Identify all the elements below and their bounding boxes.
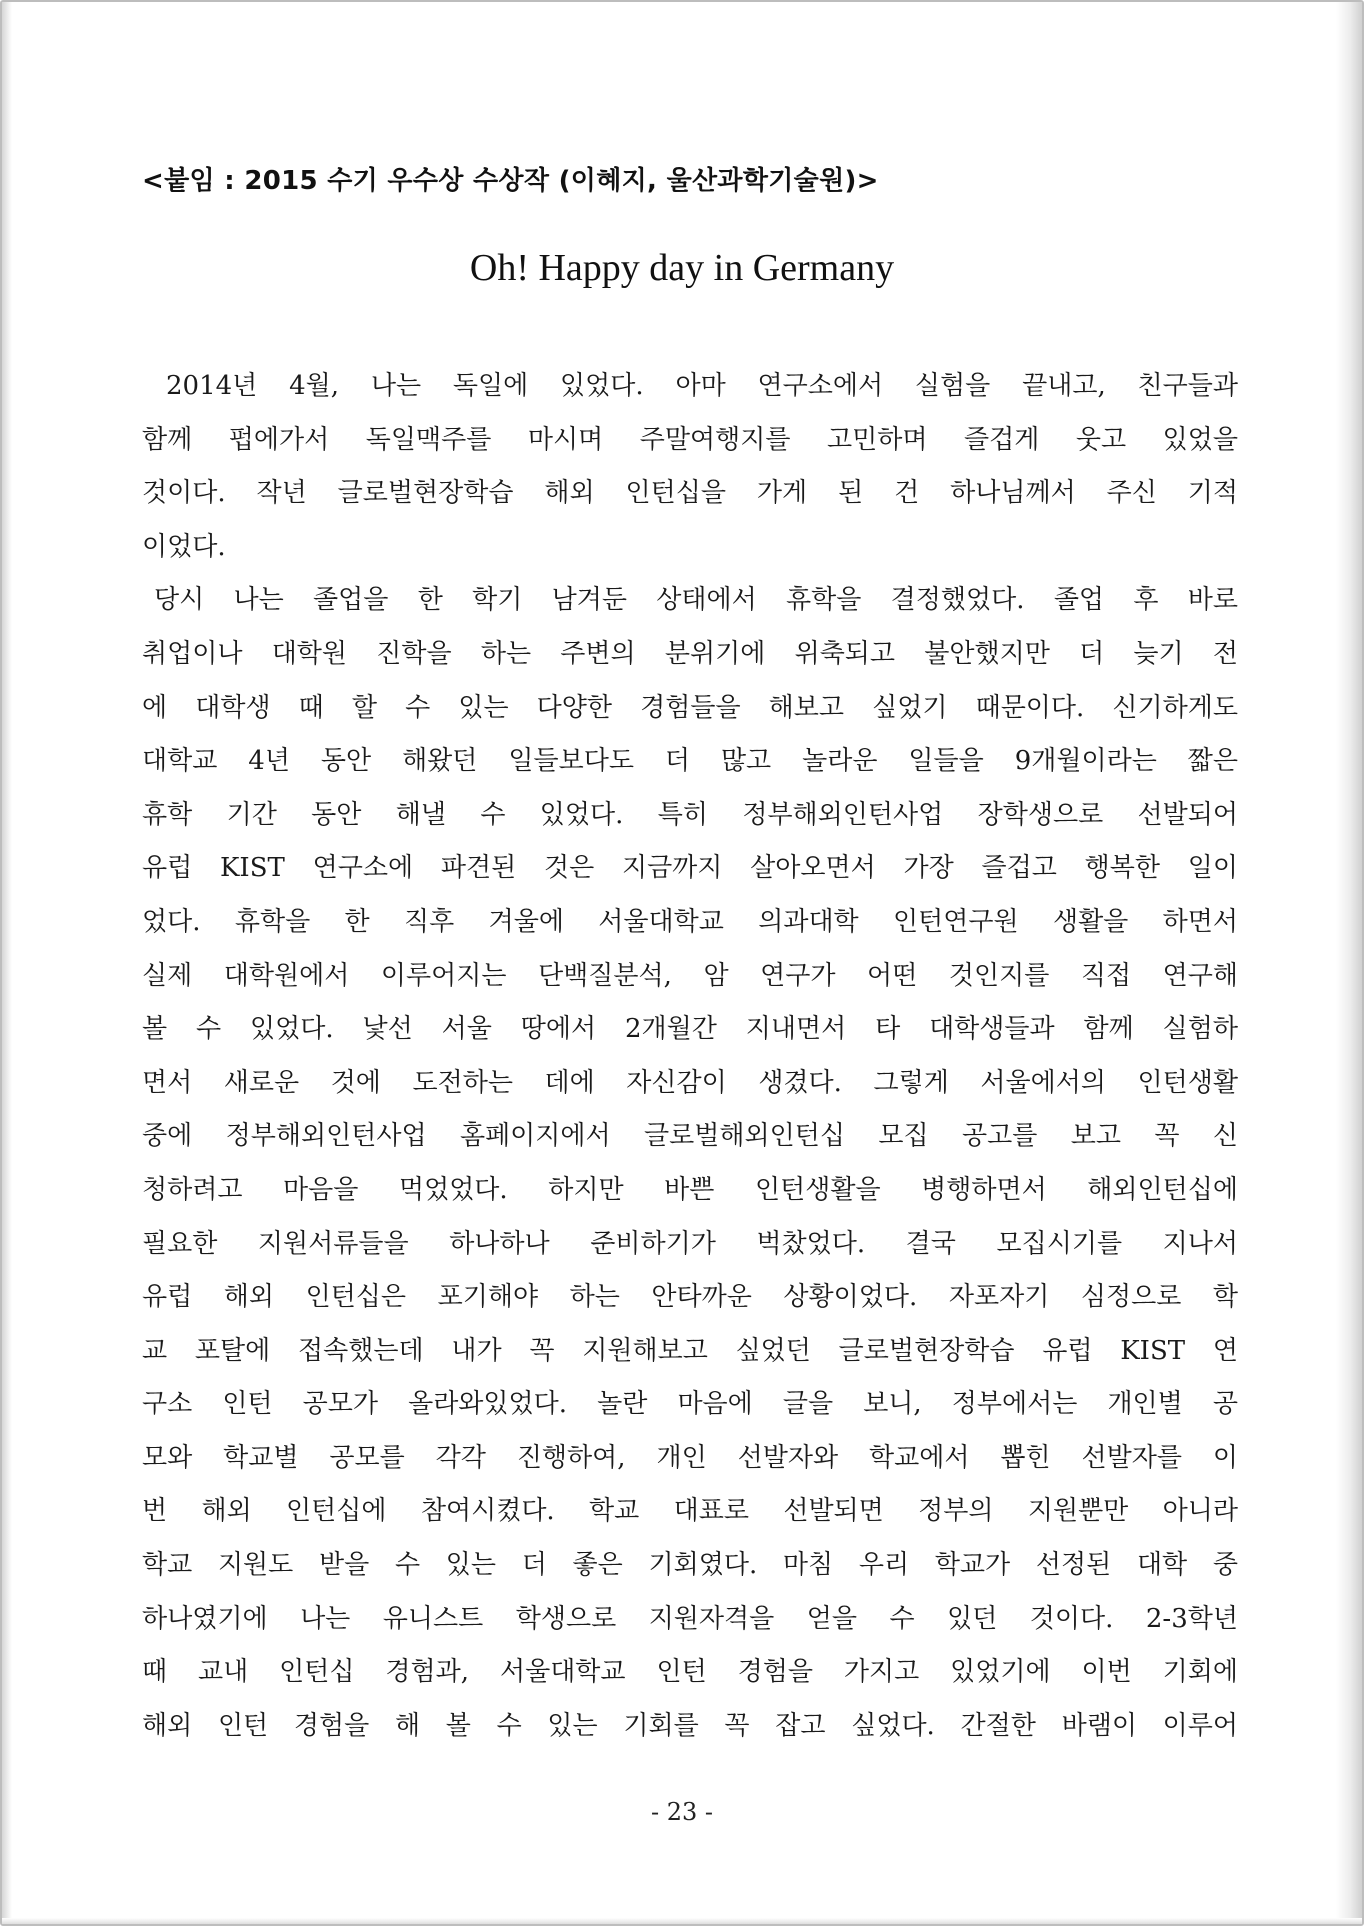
- body-line: 대학교 4년 동안 해왔던 일들보다도 더 많고 놀라운 일들을 9개월이라는 짧은: [142, 746, 1238, 777]
- page-bottom-edge: [2, 1918, 1362, 1924]
- body-line: 중에 정부해외인턴사업 홈페이지에서 글로벌해외인턴십 모집 공고를 보고 꼭 신: [142, 1121, 1238, 1152]
- body-line: 학교 지원도 받을 수 있는 더 좋은 기회였다. 마침 우리 학교가 선정된 대학 중: [142, 1550, 1238, 1581]
- body-line: 취업이나 대학원 진학을 하는 주변의 분위기에 위축되고 불안했지만 더 늦기 전: [142, 638, 1238, 669]
- body-line: 하나였기에 나는 유니스트 학생으로 지원자격을 얻을 수 있던 것이다. 2-3학년: [142, 1603, 1238, 1634]
- page-left-edge: [2, 2, 12, 1924]
- body-line: 번 해외 인턴십에 참여시켰다. 학교 대표로 선발되면 정부의 지원뿐만 아니라: [142, 1496, 1238, 1527]
- body-line: 면서 새로운 것에 도전하는 데에 자신감이 생겼다. 그렇게 서울에서의 인턴생활: [142, 1067, 1238, 1098]
- body-line: 필요한 지원서류들을 하나하나 준비하기가 벅찼었다. 결국 모집시기를 지나서: [142, 1228, 1238, 1259]
- page-curl-shadow: [1336, 2, 1362, 1924]
- essay-title: Oh! Happy day in Germany: [469, 247, 895, 289]
- body-line: 었다. 휴학을 한 직후 겨울에 서울대학교 의과대학 인턴연구원 생활을 하면서: [142, 906, 1238, 937]
- body-line: 휴학 기간 동안 해낼 수 있었다. 특히 정부해외인턴사업 장학생으로 선발되어: [142, 799, 1238, 830]
- body-line: 유럽 해외 인턴십은 포기해야 하는 안타까운 상황이었다. 자포자기 심정으로 학: [142, 1282, 1238, 1313]
- body-line: 유럽 KIST 연구소에 파견된 것은 지금까지 살아오면서 가장 즐겁고 행복한 일이: [142, 853, 1238, 884]
- body-line: 에 대학생 때 할 수 있는 다양한 경험들을 해보고 싶었기 때문이다. 신기하게도: [142, 692, 1238, 723]
- body-line: 것이다. 작년 글로벌현장학습 해외 인턴십을 가게 된 건 하나님께서 주신 기적: [142, 478, 1238, 509]
- body-line: 교 포탈에 접속했는데 내가 꼭 지원해보고 싶었던 글로벌현장학습 유럽 KIST 연: [142, 1335, 1238, 1366]
- body-line: 볼 수 있었다. 낯선 서울 땅에서 2개월간 지내면서 타 대학생들과 함께 실험하: [142, 1014, 1238, 1045]
- attachment-header: <붙임 : 2015 수기 우수상 수상작 (이혜지, 울산과학기술원)>: [142, 166, 879, 196]
- body-line: 때 교내 인턴십 경험과, 서울대학교 인턴 경험을 가지고 있었기에 이번 기회에: [142, 1657, 1238, 1688]
- body-line: 이었다.: [142, 531, 226, 562]
- body-line: 2014년 4월, 나는 독일에 있었다. 아마 연구소에서 실험을 끝내고, 친구들과: [166, 371, 1238, 401]
- body-line: 당시 나는 졸업을 한 학기 남겨둔 상태에서 휴학을 결정했었다. 졸업 후 바로: [154, 585, 1238, 616]
- body-line: 구소 인턴 공모가 올라와있었다. 놀란 마음에 글을 보니, 정부에서는 개인별 공: [142, 1389, 1238, 1420]
- body-line: 실제 대학원에서 이루어지는 단백질분석, 암 연구가 어떤 것인지를 직접 연구해: [142, 960, 1238, 991]
- essay-body: [142, 360, 1238, 1753]
- body-line: 해외 인턴 경험을 해 볼 수 있는 기회를 꼭 잡고 싶었다. 간절한 바램이 이루어: [142, 1710, 1238, 1741]
- page-number: - 23 -: [650, 1798, 713, 1826]
- body-line: 함께 펍에가서 독일맥주를 마시며 주말여행지를 고민하며 즐겁게 웃고 있었을: [142, 424, 1238, 455]
- body-line: 모와 학교별 공모를 각각 진행하여, 개인 선발자와 학교에서 뽑힌 선발자를 이: [142, 1442, 1238, 1473]
- body-line: 청하려고 마음을 먹었었다. 하지만 바쁜 인턴생활을 병행하면서 해외인턴십에: [142, 1174, 1238, 1205]
